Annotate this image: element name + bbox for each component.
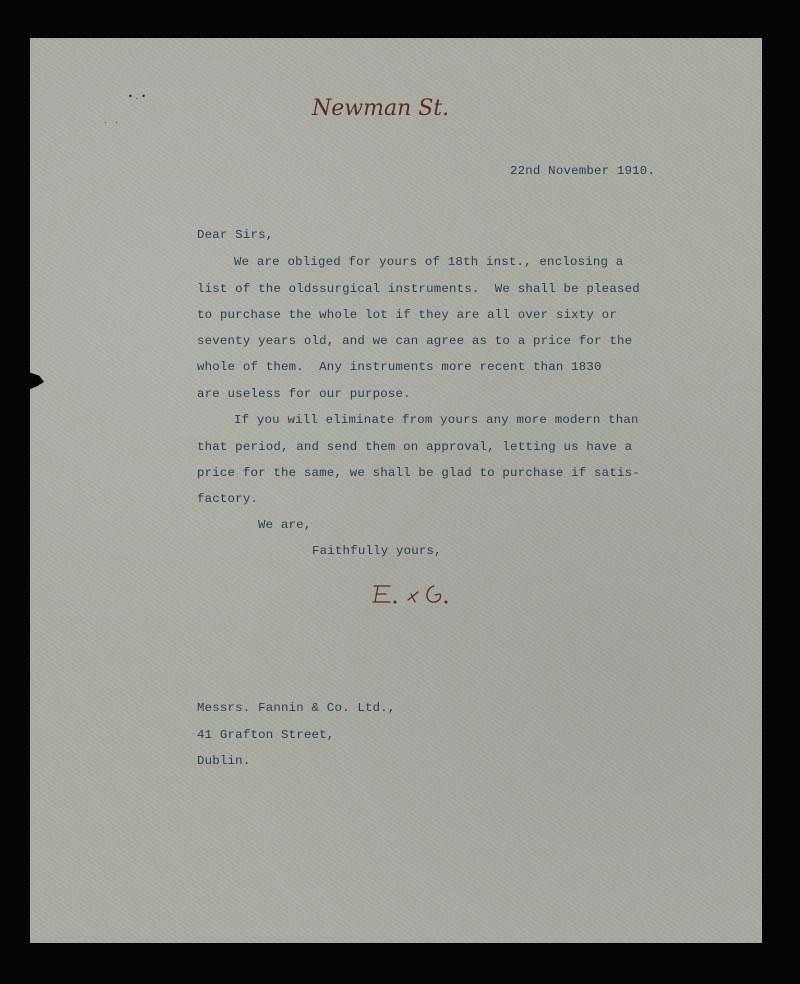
body-line: to purchase the whole lot if they are all over sixty or (197, 308, 617, 322)
body-line: whole of them. Any instruments more recent than 1830 (197, 360, 602, 374)
recipient-line: Messrs. Fannin & Co. Ltd., (197, 701, 396, 715)
body-line: We are obliged for yours of 18th inst., enclosing a (234, 255, 624, 269)
closing-we-are: We are, (258, 518, 312, 532)
letter-date: 22nd November 1910. (510, 164, 656, 178)
recipient-line: Dublin. (197, 754, 251, 768)
handwritten-signature (364, 580, 464, 610)
letter-page (30, 38, 762, 943)
body-line: that period, and send them on approval, letting us have a (197, 440, 633, 454)
body-line: factory. (197, 492, 259, 506)
closing-faithfully: Faithfully yours, (312, 544, 442, 558)
paper-speck: . . (104, 116, 121, 125)
handwritten-location: Newman St. (312, 96, 450, 121)
body-line: seventy years old, and we can agree as to a price for the (197, 334, 633, 348)
body-line: are useless for our purpose. (197, 387, 411, 401)
body-line: price for the same, we shall be glad to purchase if satis- (197, 466, 640, 480)
body-line: If you will eliminate from yours any more modern than (234, 413, 639, 427)
paper-speck: •.• (128, 92, 149, 101)
recipient-line: 41 Grafton Street, (197, 728, 335, 742)
body-line: list of the oldssurgical instruments. We shall be pleased (197, 282, 640, 296)
salutation: Dear Sirs, (197, 228, 274, 242)
